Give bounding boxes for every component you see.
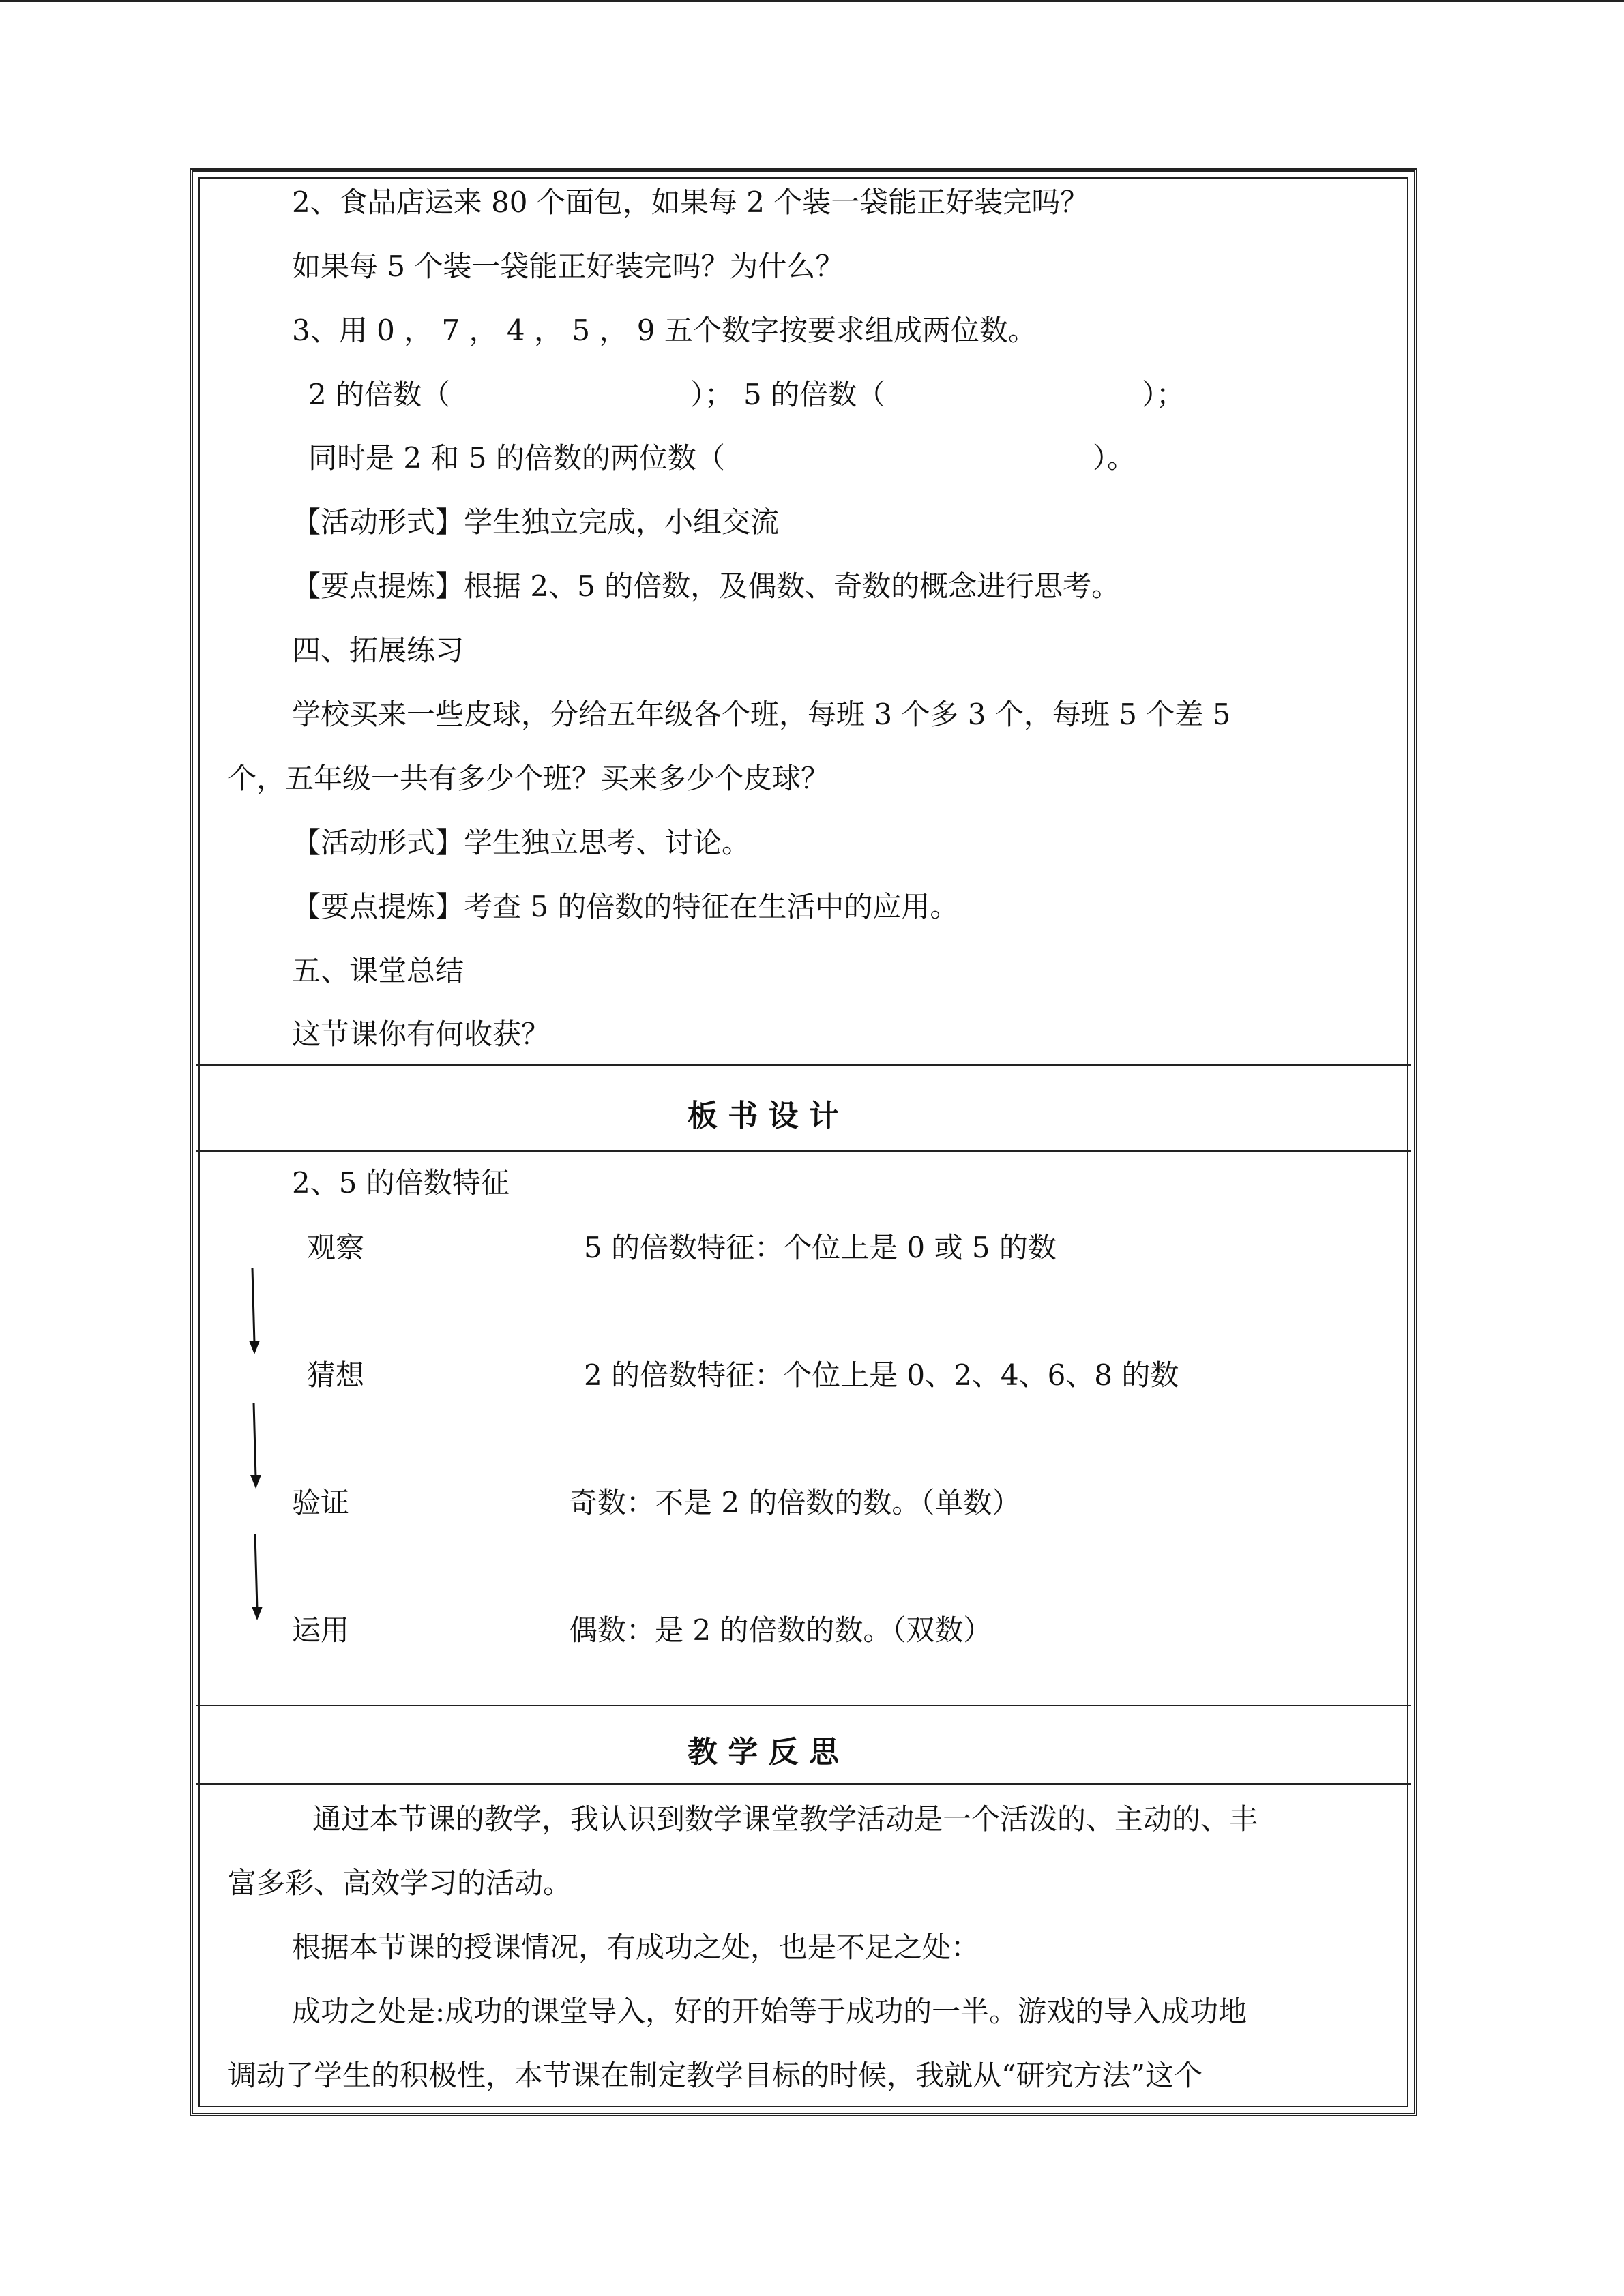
question-3-both-close: ）。 — [1093, 441, 1136, 475]
board-step-apply: 运用 — [292, 1613, 350, 1647]
extension-problem-line-2: 个，五年级一共有多少个班？买来多少个皮球？ — [228, 762, 830, 795]
page-top-border — [0, 0, 1624, 2]
question-3-both-label: 同时是 2 和 5 的倍数的两位数（ — [308, 441, 725, 475]
extension-heading: 四、拓展练习 — [292, 633, 464, 667]
board-note-multiple-of-5: 5 的倍数特征：个位上是 0 或 5 的数 — [584, 1231, 1057, 1264]
question-3-multiple-of-5-close: ）； — [1142, 378, 1185, 411]
key-point-2: 【要点提炼】考查 5 的倍数的特征在生活中的应用。 — [292, 890, 959, 923]
divider-before-reflection — [196, 1705, 1411, 1706]
reflection-paragraph-1-line-2: 富多彩、高效学习的活动。 — [228, 1866, 572, 1900]
reflection-paragraph-1-line-1: 通过本节课的教学，我认识到数学课堂教学活动是一个活泼的、主动的、丰 — [312, 1802, 1258, 1836]
board-note-even-numbers: 偶数：是 2 的倍数的数。（双数） — [569, 1613, 992, 1647]
reflection-paragraph-3-line-1: 成功之处是:成功的课堂导入，好的开始等于成功的一半。游戏的导入成功地 — [292, 1995, 1247, 2028]
question-2-line-1: 2、食品店运来 80 个面包，如果每 2 个装一袋能正好装完吗？ — [292, 185, 1089, 219]
down-arrow-icon — [241, 1401, 269, 1490]
reflection-paragraph-3-line-2: 调动了学生的积极性，本节课在制定教学目标的时候，我就从“研究方法”这个 — [228, 2059, 1202, 2092]
reflection-title: 教 学 反 思 — [688, 1735, 839, 1770]
question-3-multiple-of-5-label: 5 的倍数（ — [743, 378, 886, 411]
question-3-multiple-of-2-label: 2 的倍数（ — [308, 378, 451, 411]
divider-before-board — [196, 1064, 1411, 1066]
summary-heading: 五、课堂总结 — [292, 954, 464, 987]
down-arrow-icon — [240, 1267, 267, 1356]
key-point-1: 【要点提炼】根据 2、5 的倍数，及偶数、奇数的概念进行思考。 — [292, 569, 1121, 603]
board-design-title: 板 书 设 计 — [688, 1099, 839, 1133]
down-arrow-icon — [243, 1533, 270, 1622]
summary-question: 这节课你有何收获？ — [292, 1017, 550, 1051]
reflection-paragraph-2: 根据本节课的授课情况，有成功之处，也是不足之处： — [292, 1930, 980, 1964]
board-step-guess: 猜想 — [307, 1358, 365, 1392]
extension-problem-line-1: 学校买来一些皮球，分给五年级各个班，每班 3 个多 3 个，每班 5 个差 5 — [292, 698, 1231, 731]
divider-after-reflection-title — [196, 1783, 1411, 1785]
board-step-verify: 验证 — [292, 1486, 350, 1519]
divider-after-board-title — [196, 1150, 1411, 1152]
board-note-multiple-of-2: 2 的倍数特征：个位上是 0、2、4、6、8 的数 — [584, 1358, 1179, 1392]
question-2-line-2: 如果每 5 个装一袋能正好装完吗？为什么？ — [292, 250, 844, 283]
activity-form-1: 【活动形式】学生独立完成，小组交流 — [292, 505, 780, 539]
board-note-odd-numbers: 奇数：不是 2 的倍数的数。（单数） — [569, 1486, 1021, 1519]
board-step-observe: 观察 — [307, 1231, 365, 1264]
board-subtitle: 2、5 的倍数特征 — [292, 1166, 510, 1199]
question-3-multiple-of-2-close: ）； — [690, 378, 734, 411]
question-3-intro: 3、用 0 ， 7 ， 4 ， 5 ， 9 五个数字按要求组成两位数。 — [292, 314, 1037, 347]
activity-form-2: 【活动形式】学生独立思考、讨论。 — [292, 826, 751, 859]
